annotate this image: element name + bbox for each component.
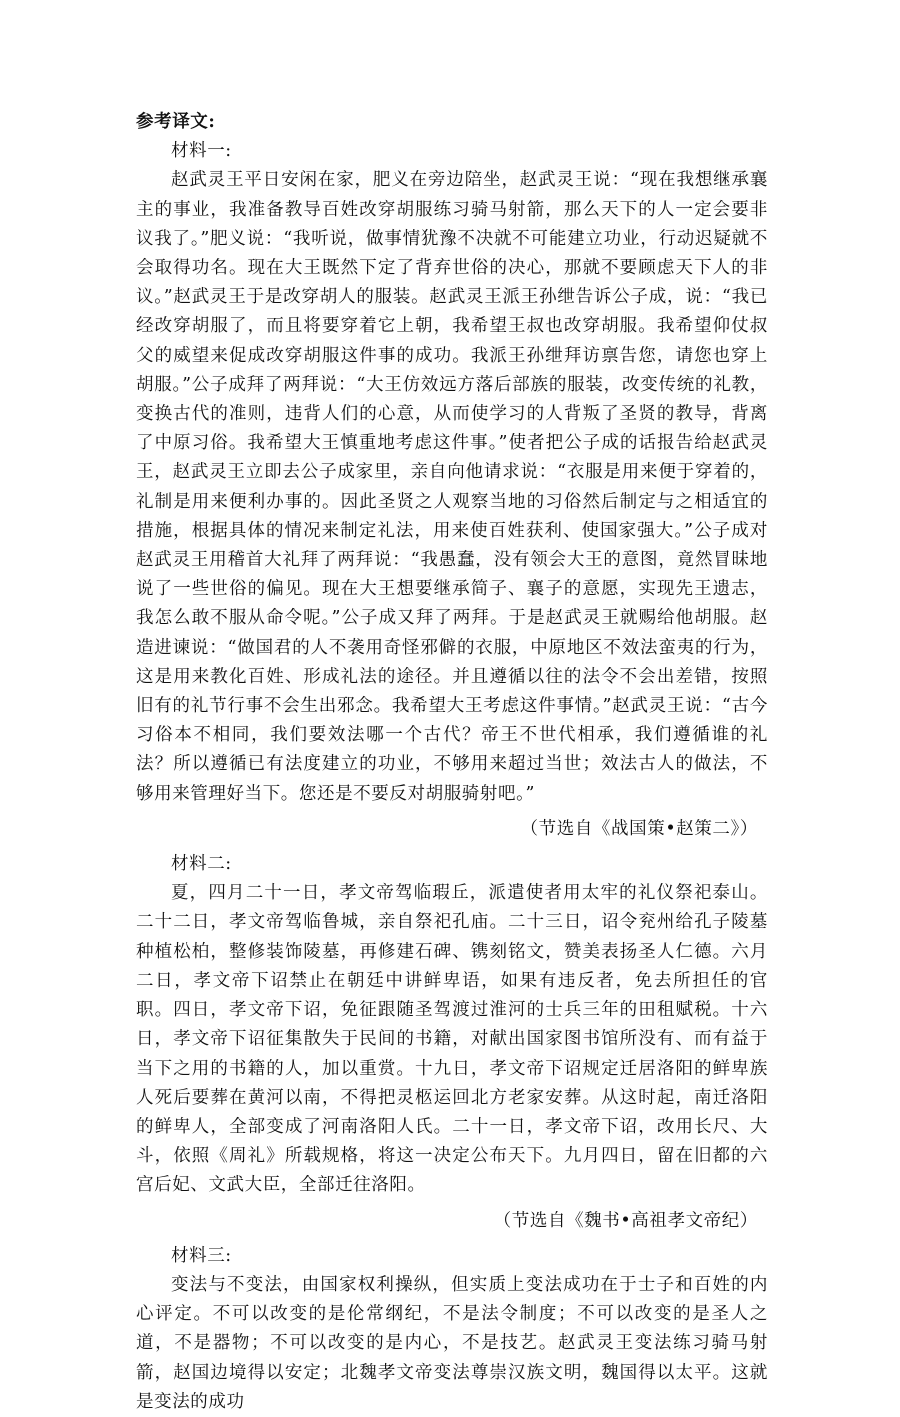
section-1-label: 材料一: <box>171 141 232 162</box>
section-2-label: 材料二: <box>171 854 232 875</box>
section-1-text: 赵武灵王平日安闲在家，肥义在旁边陪坐，赵武灵王说：“现在我想继承襄主的事业，我准备教导百姓改穿胡服练习骑马射箭，那么天下的人一定会要非议我了。”肥义说：“我听说，做事情犹豫不决就不可能建立功业，行动迟疑就不会取得功名。现在大王既然下定了背弃世俗的决心，那就不要顾虑天下人的非议。”赵武灵王于是改穿胡人的服装。赵武灵王派王孙绁告诉公子成，说：“我已经改穿胡服了，而且将要穿着它上朝，我希望王叔也改穿胡服。我希望仰仗叔父的威望来促成改穿胡服这件事的成功。我派王孙绁拜访禀告您，请您也穿上胡服。”公子成拜了两拜说：“大王仿效远方落后部族的服装，改变传统的礼教，变换古代的准则，违背人们的心意，从而使学习的人背叛了圣贤的教导，背离了中原习俗。我希望大王慎重地考虑这件事。”使者把公子成的话报告给赵武灵王，赵武灵王立即去公子成家里，亲自向他请求说：“衣服是用来便于穿着的，礼制是用来便利办事的。因此圣贤之人观察当地的习俗然后制定与之相适宜的措施，根据具体的情况来制定礼法，用来使百姓获利、使国家强大。”公子成对赵武灵王用稽首大礼拜了两拜说：“我愚蠢，没有领会大王的意图，竟然冒昧地说了一些世俗的偏见。现在大王想要继承简子、襄子的意愿，实现先王遗志，我怎么敢不服从命令呢。”公子成又拜了两拜。于是赵武灵王就赐给他胡服。赵造进谏说：“做国君的人不袭用奇怪邪僻的衣服，中原地区不效法蛮夷的行为，这是用来教化百姓、形成礼法的途径。并且遵循以往的法令不会出差错，按照旧有的礼节行事不会生出邪念。我希望大王考虑这件事情。”赵武灵王说：“古今习俗本不相同，我们要效法哪一个古代？帝王不世代相承，我们遵循谁的礼法？所以遵循已有法度建立的功业，不够用来超过当世；效法古人的做法，不够用来管理好当下。您还是不要反对胡服骑射吧。” <box>136 170 768 804</box>
section-2-text: 夏，四月二十一日，孝文帝驾临瑕丘，派遣使者用太牢的礼仪祭祀泰山。二十二日，孝文帝驾临鲁城，亲自祭祀孔庙。二十三日，诏令兖州给孔子陵墓种植松柏，整修装饰陵墓，再修建石碑、镌刻铭文，赞美表扬圣人仁德。六月二日，孝文帝下诏禁止在朝廷中讲鲜卑语，如果有违反者，免去所担任的官职。四日，孝文帝下诏，免征跟随圣驾渡过淮河的士兵三年的田租赋税。十六日，孝文帝下诏征集散失于民间的书籍，对献出国家图书馆所没有、而有益于当下之用的书籍的人，加以重赏。十九日，孝文帝下诏规定迁居洛阳的鲜卑族人死后要葬在黄河以南，不得把灵柩运回北方老家安葬。从这时起，南迁洛阳的鲜卑人，全部变成了河南洛阳人氏。二十一日，孝文帝下诏，改用长尺、大斗，依照《周礼》所载规格，将这一决定公布天下。九月四日，留在旧都的六宫后妃、文武大臣，全部迁往洛阳。 <box>136 883 768 1196</box>
section-3-text: 变法与不变法，由国家权利操纵，但实质上变法成功在于士子和百姓的内心评定。不可以改变的是伦常纲纪，不是法令制度；不可以改变的是圣人之道，不是器物；不可以改变的是内心，不是技艺。赵武灵王变法练习骑马射箭，赵国边境得以安定；北魏孝文帝变法尊崇汉族文明，魏国得以太平。这就是变法的成功 <box>136 1274 768 1412</box>
document-heading: 参考译文: <box>136 112 216 132</box>
section-1-source: （节选自《战国策•赵策二》） <box>520 818 758 839</box>
document-body <box>136 108 768 1417</box>
section-2-source: （节选自《魏书•高祖孝文帝纪） <box>493 1210 758 1231</box>
section-3-label: 材料三: <box>171 1245 232 1266</box>
